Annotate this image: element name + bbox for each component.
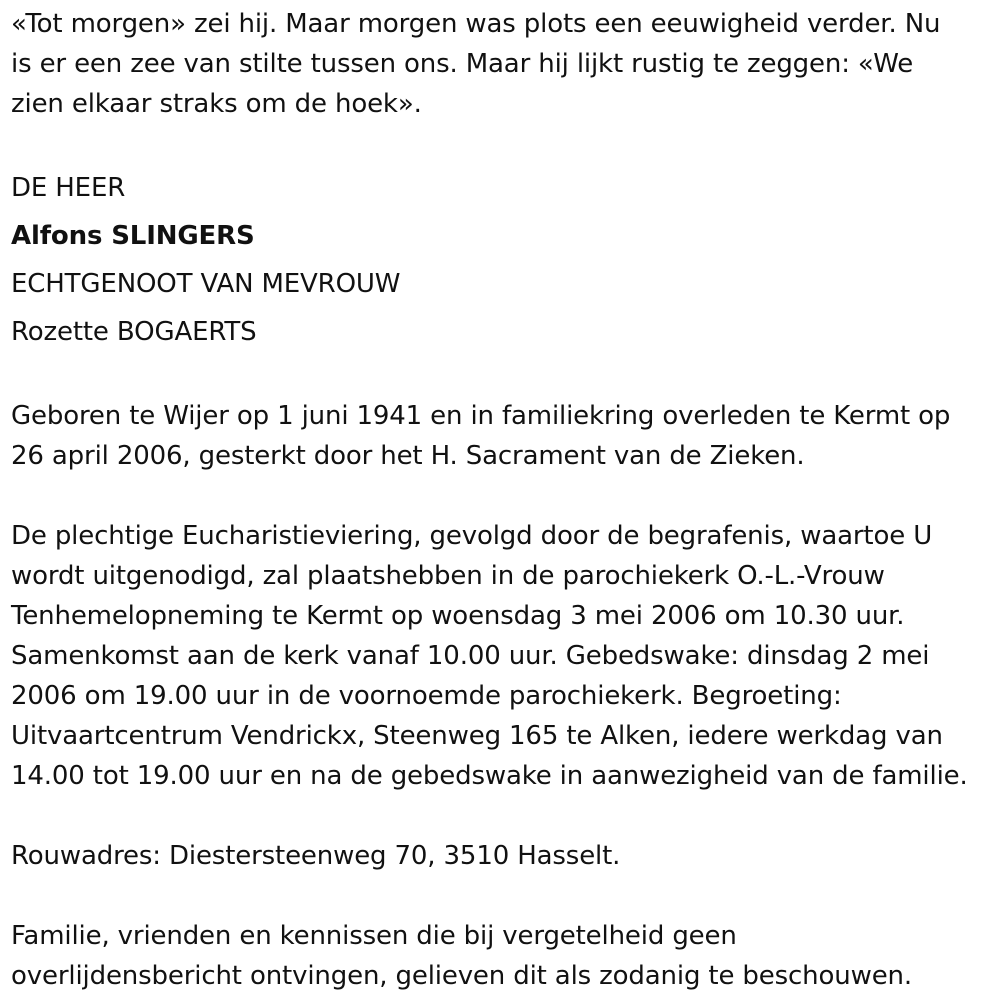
closing-line: Familie, vrienden en kennissen die bij vergetelheid geen xyxy=(11,921,737,951)
ceremony-line: Uitvaartcentrum Vendrickx, Steenweg 165 te Alken, iedere werkdag van xyxy=(11,721,943,751)
quote-paragraph xyxy=(11,4,992,124)
quote-line: «Tot morgen» zei hij. Maar morgen was plots een eeuwigheid verder. Nu xyxy=(11,9,941,39)
spacer xyxy=(11,876,992,916)
closing-paragraph xyxy=(11,916,992,996)
quote-line: zien elkaar straks om de hoek». xyxy=(11,89,422,119)
spacer xyxy=(11,124,992,164)
spacer xyxy=(11,796,992,836)
ceremony-line: Samenkomst aan de kerk vanaf 10.00 uur. Gebedswake: dinsdag 2 mei xyxy=(11,641,930,671)
closing-line: overlijdensbericht ontvingen, gelieven dit als zodanig te beschouwen. xyxy=(11,961,912,991)
deceased-name: Alfons SLINGERS xyxy=(11,221,255,251)
deceased-relation: ECHTGENOOT VAN MEVROUW xyxy=(11,269,401,299)
birth-death-line: Geboren te Wijer op 1 juni 1941 en in familiekring overleden te Kermt op xyxy=(11,401,951,431)
birth-death-line: 26 april 2006, gesterkt door het H. Sacrament van de Zieken. xyxy=(11,441,805,471)
ceremony-line: De plechtige Eucharistieviering, gevolgd door de begrafenis, waartoe U xyxy=(11,521,933,551)
spacer xyxy=(11,476,992,516)
ceremony-line: 14.00 tot 19.00 uur en na de gebedswake in aanwezigheid van de familie. xyxy=(11,761,968,791)
spacer xyxy=(11,356,992,396)
ceremony-paragraph xyxy=(11,516,992,796)
spouse-name: Rozette BOGAERTS xyxy=(11,317,257,347)
deceased-block xyxy=(11,164,992,356)
deceased-title: DE HEER xyxy=(11,173,126,203)
ceremony-line: Tenhemelopneming te Kermt op woensdag 3 mei 2006 om 10.30 uur. xyxy=(11,601,905,631)
ceremony-line: wordt uitgenodigd, zal plaatshebben in de parochiekerk O.-L.-Vrouw xyxy=(11,561,885,591)
quote-line: is er een zee van stilte tussen ons. Maar hij lijkt rustig te zeggen: «We xyxy=(11,49,914,79)
mourning-address: Rouwadres: Diestersteenweg 70, 3510 Hasselt. xyxy=(11,841,621,871)
ceremony-line: 2006 om 19.00 uur in de voornoemde parochiekerk. Begroeting: xyxy=(11,681,842,711)
birth-death-paragraph xyxy=(11,396,992,476)
